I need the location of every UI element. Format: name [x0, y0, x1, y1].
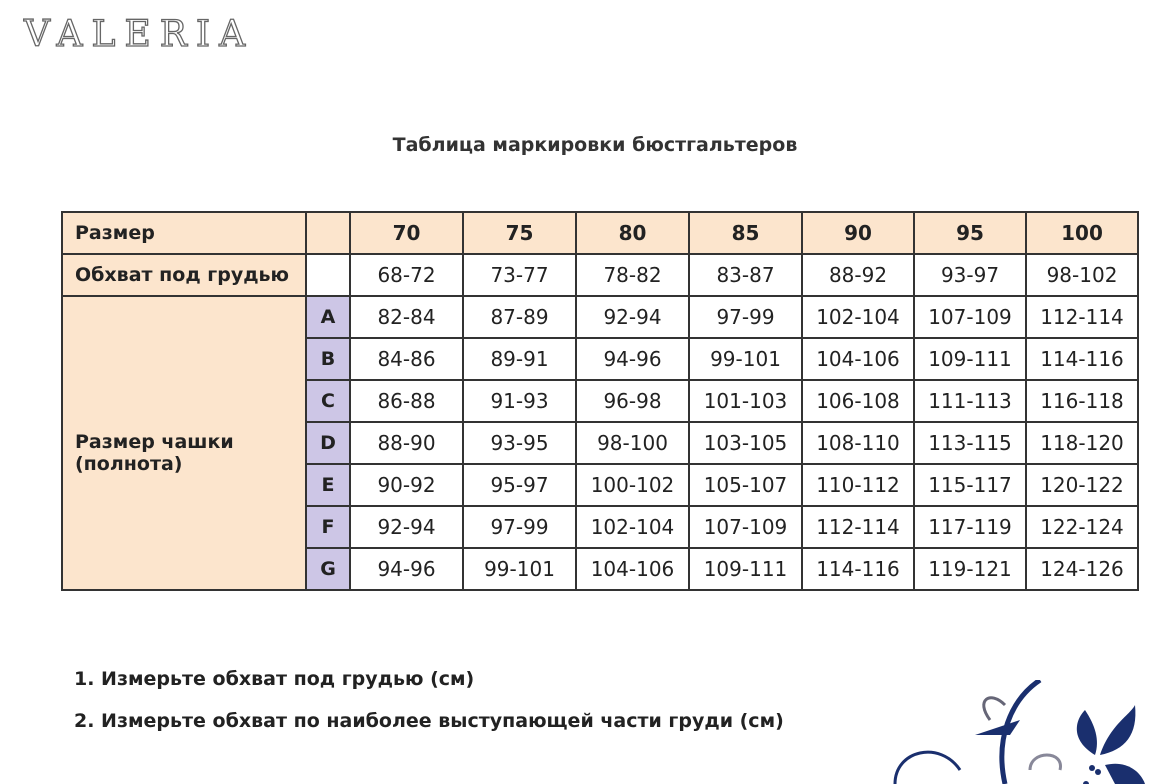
bust-range-cell: 87-89: [463, 296, 576, 338]
size-header: 75: [463, 212, 576, 254]
page-title: Таблица маркировки бюстгальтеров: [392, 134, 798, 156]
cup-letter: F: [306, 506, 350, 548]
cup-letter: D: [306, 422, 350, 464]
blank-cell: [306, 254, 350, 296]
bust-range-cell: 96-98: [576, 380, 689, 422]
cup-size-label: [62, 296, 306, 590]
bust-range-cell: 98-100: [576, 422, 689, 464]
bust-range-cell: 115-117: [914, 464, 1026, 506]
instruction-2: 2. Измерьте обхват по наиболее выступающей части груди (см): [74, 710, 784, 732]
bust-range-cell: 124-126: [1026, 548, 1138, 590]
table-row: [62, 296, 1138, 338]
bust-range-cell: 104-106: [802, 338, 914, 380]
size-header: 85: [689, 212, 802, 254]
bust-range-cell: 91-93: [463, 380, 576, 422]
bust-range-cell: 84-86: [350, 338, 463, 380]
size-header: 95: [914, 212, 1026, 254]
bust-range-cell: 82-84: [350, 296, 463, 338]
bust-range-cell: 97-99: [463, 506, 576, 548]
cup-label-line2: (полнота): [75, 453, 183, 475]
bust-range-cell: 113-115: [914, 422, 1026, 464]
cup-letter: A: [306, 296, 350, 338]
bust-range-cell: 100-102: [576, 464, 689, 506]
bust-range-cell: 99-101: [689, 338, 802, 380]
bust-range-cell: 116-118: [1026, 380, 1138, 422]
bust-range-cell: 86-88: [350, 380, 463, 422]
bust-range-cell: 95-97: [463, 464, 576, 506]
bust-range-cell: 102-104: [802, 296, 914, 338]
bust-range-cell: 110-112: [802, 464, 914, 506]
underbust-row: [62, 254, 1138, 296]
bust-range-cell: 109-111: [689, 548, 802, 590]
bust-range-cell: 120-122: [1026, 464, 1138, 506]
underbust-cell: 93-97: [914, 254, 1026, 296]
cup-letter: G: [306, 548, 350, 590]
bust-range-cell: 107-109: [914, 296, 1026, 338]
bust-range-cell: 112-114: [1026, 296, 1138, 338]
size-header: 80: [576, 212, 689, 254]
bust-range-cell: 107-109: [689, 506, 802, 548]
bust-range-cell: 109-111: [914, 338, 1026, 380]
bust-range-cell: 89-91: [463, 338, 576, 380]
bust-range-cell: 88-90: [350, 422, 463, 464]
bust-range-cell: 111-113: [914, 380, 1026, 422]
underbust-cell: 68-72: [350, 254, 463, 296]
bust-range-cell: 92-94: [350, 506, 463, 548]
bust-range-cell: 90-92: [350, 464, 463, 506]
size-header: 90: [802, 212, 914, 254]
bust-range-cell: 122-124: [1026, 506, 1138, 548]
bust-range-cell: 119-121: [914, 548, 1026, 590]
bust-range-cell: 112-114: [802, 506, 914, 548]
bust-range-cell: 103-105: [689, 422, 802, 464]
bust-range-cell: 94-96: [350, 548, 463, 590]
size-header: 100: [1026, 212, 1138, 254]
bust-range-cell: 93-95: [463, 422, 576, 464]
bust-range-cell: 97-99: [689, 296, 802, 338]
size-table: [61, 211, 1139, 591]
bust-range-cell: 94-96: [576, 338, 689, 380]
header-blank-cell: [306, 212, 350, 254]
size-header: 70: [350, 212, 463, 254]
bust-range-cell: 117-119: [914, 506, 1026, 548]
bust-range-cell: 106-108: [802, 380, 914, 422]
bust-range-cell: 99-101: [463, 548, 576, 590]
cup-letter: C: [306, 380, 350, 422]
bust-range-cell: 101-103: [689, 380, 802, 422]
bust-range-cell: 108-110: [802, 422, 914, 464]
underbust-cell: 98-102: [1026, 254, 1138, 296]
cup-label-line1: Размер чашки: [75, 431, 234, 453]
underbust-cell: 83-87: [689, 254, 802, 296]
bust-range-cell: 114-116: [1026, 338, 1138, 380]
cup-letter: E: [306, 464, 350, 506]
bust-range-cell: 104-106: [576, 548, 689, 590]
size-label: Размер: [62, 212, 306, 254]
underbust-cell: 73-77: [463, 254, 576, 296]
instruction-1: 1. Измерьте обхват под грудью (см): [74, 668, 475, 690]
bust-range-cell: 118-120: [1026, 422, 1138, 464]
bust-range-cell: 92-94: [576, 296, 689, 338]
bust-range-cell: 102-104: [576, 506, 689, 548]
header-row: [62, 212, 1138, 254]
cup-letter: B: [306, 338, 350, 380]
bust-range-cell: 105-107: [689, 464, 802, 506]
underbust-cell: 88-92: [802, 254, 914, 296]
underbust-cell: 78-82: [576, 254, 689, 296]
brand-logo: VALERIA: [24, 14, 255, 55]
floral-ornament: [880, 680, 1173, 784]
bust-range-cell: 114-116: [802, 548, 914, 590]
underbust-label: Обхват под грудью: [62, 254, 306, 296]
